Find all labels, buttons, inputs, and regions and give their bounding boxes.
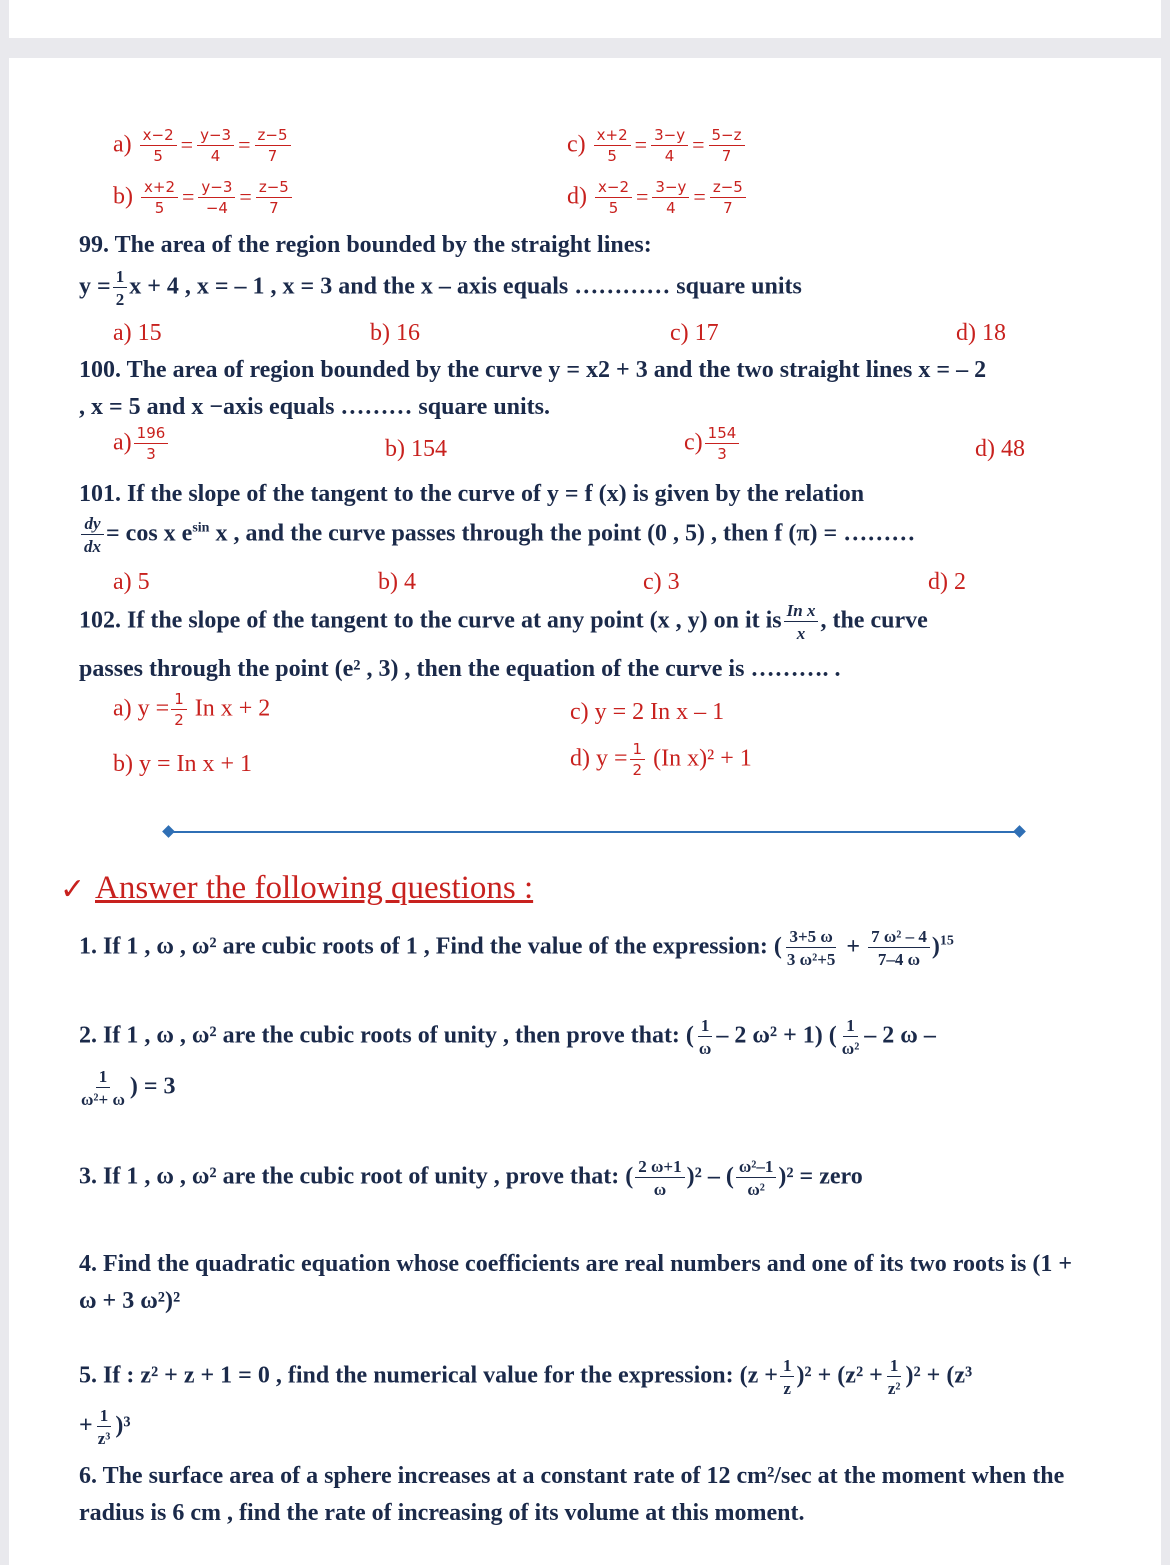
fraction: $\frac{1}{2}$ <box>113 268 128 308</box>
previous-page-card <box>9 0 1161 38</box>
fraction: $\frac{x-2}{5}$ <box>140 128 177 164</box>
question-5-line2: + $\frac{1}{\text{z³}}$ )³ <box>79 1406 131 1448</box>
fraction: $\frac{3-y}{4}$ <box>652 180 689 216</box>
q99-option-a: a) 15 <box>113 320 162 346</box>
fraction: $\frac{1}{2}$ <box>171 692 187 728</box>
question-2-line1: 2. If 1 , ω , ω² are the cubic roots of unity , then prove that: ( $\frac{1}{\omega}$ – 2 ω² + 1) ( $\frac{1}{\text{ω²}}$ – 2 ω – <box>79 1016 936 1058</box>
fraction: $\frac{z-5}{7}$ <box>255 128 291 164</box>
question-4: 4. Find the quadratic equation whose coefficients are real numbers and one of its two roots is (1 + ω + 3 ω²)² <box>79 1251 1072 1314</box>
q102-option-a: a) y = $\frac{1}{2}$ In x + 2 <box>113 690 271 729</box>
fraction: $\frac{dy}{dx}$ <box>81 515 104 555</box>
q99-option-d: d) 18 <box>956 320 1006 346</box>
q101-line1: 101. If the slope of the tangent to the curve of y = f (x) is given by the relation <box>79 481 865 507</box>
fraction: $\frac{1}{z}$ <box>780 1357 795 1397</box>
fraction: $\frac{\text{ω²–1}}{\text{ω²}}$ <box>736 1158 777 1198</box>
q102-line2: passes through the point (e² , 3) , then the equation of the curve is ………. . <box>79 656 841 682</box>
question-5-line1: 5. If : z² + z + 1 = 0 , find the numerical value for the expression: (z + $\frac{1}{z}$ )² + (z² + $\frac{1}{\text{z²}}$ )² + (z³ <box>79 1356 973 1398</box>
q102-option-d: d) y = $\frac{1}{2}$ (In x)² + 1 <box>570 740 752 779</box>
question-2-line2: $\frac{1}{\text{ω²+ ω}}$ ) = 3 <box>76 1068 176 1108</box>
q101-line2: $\frac{dy}{dx}$ = cos x $e^{sin}$ x , and the curve passes through the point (0 , 5) , then f (π) = ……… <box>79 515 915 555</box>
fraction: $\frac{1}{\omega}$ <box>698 1016 712 1058</box>
fraction: $\frac{x+2}{5}$ <box>594 128 631 164</box>
fraction: $\frac{\text{7 ω² – 4}}{7-4 \omega}$ <box>868 928 930 968</box>
fraction: $\frac{3+5 \omega}{\text{3 ω²+5}}$ <box>786 927 836 969</box>
question-6: 6. The surface area of a sphere increases at a constant rate of 12 cm²/sec at the moment when the radius is 6 cm , find the rate of increasing of its volume at this moment. <box>79 1463 1065 1526</box>
q100-option-c: c) $\frac{154}{3}$ <box>684 426 741 462</box>
fraction: $\frac{x+2}{5}$ <box>141 180 178 216</box>
q101-option-c: c) 3 <box>643 569 680 595</box>
q100-option-b: b) 154 <box>385 436 447 462</box>
fraction: $\frac{1}{\text{z³}}$ <box>97 1406 111 1448</box>
fraction: $\frac{5-z}{7}$ <box>709 128 745 164</box>
question-3: 3. If 1 , ω , ω² are the cubic root of unity , prove that: ( $\frac{2 \omega+1}{\omega}$ )² – ( $\frac{\text{ω²–1}}{\text{ω²}}$ )² = zero <box>79 1157 863 1199</box>
fraction: $\frac{3-y}{4}$ <box>651 128 688 164</box>
q100-option-d: d) 48 <box>975 436 1025 462</box>
fraction: $\frac{y-3}{4}$ <box>197 128 234 164</box>
fraction: $\frac{1}{\text{z²}}$ <box>887 1356 901 1398</box>
q101-option-a: a) 5 <box>113 569 150 595</box>
fraction: $\frac{2 \omega+1}{\omega}$ <box>635 1158 684 1198</box>
fraction: $\frac{z-5}{7}$ <box>710 180 746 216</box>
q100-line1: 100. The area of region bounded by the curve y = x2 + 3 and the two straight lines x = – 2 <box>79 357 987 383</box>
q102-option-b: b) y = In x + 1 <box>113 751 253 777</box>
q98-option-d: d) $\frac{x-2}{5}$ = $\frac{3-y}{4}$ = $\frac{z-5}{7}$ <box>567 180 748 216</box>
fraction: $\frac{1}{2}$ <box>630 742 646 778</box>
checkmark-icon: ✓ <box>60 872 86 907</box>
q99-option-c: c) 17 <box>670 320 719 346</box>
section-divider <box>168 831 1020 833</box>
q98-option-a: a) $\frac{x-2}{5}$ = $\frac{y-3}{4}$ = $\frac{z-5}{7}$ <box>113 128 293 164</box>
q98-option-b: b) $\frac{x+2}{5}$ = $\frac{y-3}{-4}$ = $\frac{z-5}{7}$ <box>113 180 294 216</box>
q99-line2: y = $\frac{1}{2}$ x + 4 , x = – 1 , x = 3 and the x – axis equals ………… square units <box>79 267 802 309</box>
q101-option-d: d) 2 <box>928 569 966 595</box>
q101-option-b: b) 4 <box>378 569 416 595</box>
question-1: 1. If 1 , ω , ω² are cubic roots of 1 , Find the value of the expression: ( $\frac{3+5 \omega}{\text{3 ω²+5}}$ + $\frac{\text{7 ω² – 4}}{7-4 \omega}$ )$^{15}$ <box>79 927 954 969</box>
fraction: $\frac{x-2}{5}$ <box>595 180 632 216</box>
q102-option-c: c) y = 2 In x – 1 <box>570 699 725 725</box>
q100-option-a: a) $\frac{196}{3}$ <box>113 426 170 462</box>
fraction: $\frac{y-3}{-4}$ <box>198 180 235 216</box>
fraction: $\frac{\text{In x}}{x}$ <box>784 602 819 642</box>
fraction: $\frac{154}{3}$ <box>705 426 740 462</box>
q100-line2: , x = 5 and x −axis equals ……… square units. <box>79 394 551 420</box>
fraction: $\frac{1}{\text{ω²+ ω}}$ <box>81 1067 125 1109</box>
fraction: $\frac{196}{3}$ <box>134 426 169 462</box>
fraction: $\frac{z-5}{7}$ <box>256 180 292 216</box>
section-heading: Answer the following questions : <box>95 870 534 906</box>
q98-option-c: c) $\frac{x+2}{5}$ = $\frac{3-y}{4}$ = $\frac{5-z}{7}$ <box>567 128 747 164</box>
fraction: $\frac{1}{\text{ω²}}$ <box>841 1016 860 1058</box>
q99-option-b: b) 16 <box>370 320 420 346</box>
q99-title: 99. The area of the region bounded by the straight lines: <box>79 232 652 258</box>
q102-line1: 102. If the slope of the tangent to the curve at any point (x , y) on it is $\frac{\text{In x}}{x}$ , the curve <box>79 601 928 643</box>
